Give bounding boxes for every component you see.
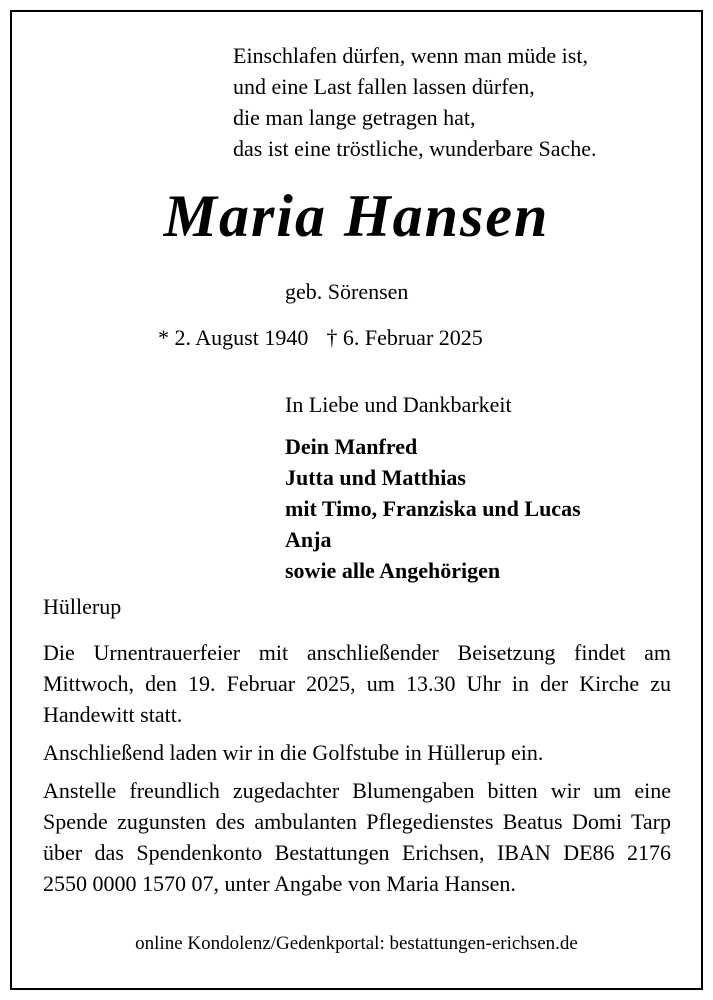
ceremony-paragraph: Die Urnentrauerfeier mit anschließender Beisetzung findet am Mittwoch, den 19. Februar 2025, um 13.30 Uhr in der Kirche zu Handewitt statt. (43, 640, 671, 727)
donation-paragraph: Anstelle freundlich zugedachter Blumengaben bitten wir um eine Spende zugunsten des ambulanten Pflegedienstes Beatus Domi Tarp über das Spendenkonto Bestattungen Erichsen, IBAN DE86 2176 2550 0000 1570 07, unter Angabe von Maria Hansen. (43, 778, 671, 896)
deceased-name: Maria Hansen (163, 183, 550, 249)
family-member: Dein Manfred (285, 434, 418, 459)
notice-body (43, 637, 671, 906)
closing-thanks: In Liebe und Dankbarkeit (285, 392, 512, 417)
poem-line: die man lange getragen hat, (233, 105, 476, 130)
maiden-name: geb. Sörensen (285, 279, 409, 304)
poem-line: und eine Last fallen lassen dürfen, (233, 74, 535, 99)
life-dates (158, 325, 483, 351)
place-name: Hüllerup (43, 594, 122, 619)
invitation-paragraph: Anschließend laden wir in die Golfstube in Hüllerup ein. (43, 740, 544, 765)
poem-line: Einschlafen dürfen, wenn man müde ist, (233, 43, 588, 68)
poem (233, 40, 596, 164)
poem-line: das ist eine tröstliche, wunderbare Sache. (233, 136, 597, 161)
family-list (285, 431, 581, 586)
death-date: † 6. Februar 2025 (326, 325, 483, 350)
family-member: Anja (285, 527, 332, 552)
family-member: Jutta und Matthias (285, 465, 466, 490)
condolence-portal-line: online Kondolenz/Gedenkportal: bestattungen-erichsen.de (135, 933, 578, 954)
family-member: sowie alle Angehörigen (285, 558, 501, 583)
family-member: mit Timo, Franziska und Lucas (285, 496, 581, 521)
birth-date: * 2. August 1940 (158, 325, 309, 350)
